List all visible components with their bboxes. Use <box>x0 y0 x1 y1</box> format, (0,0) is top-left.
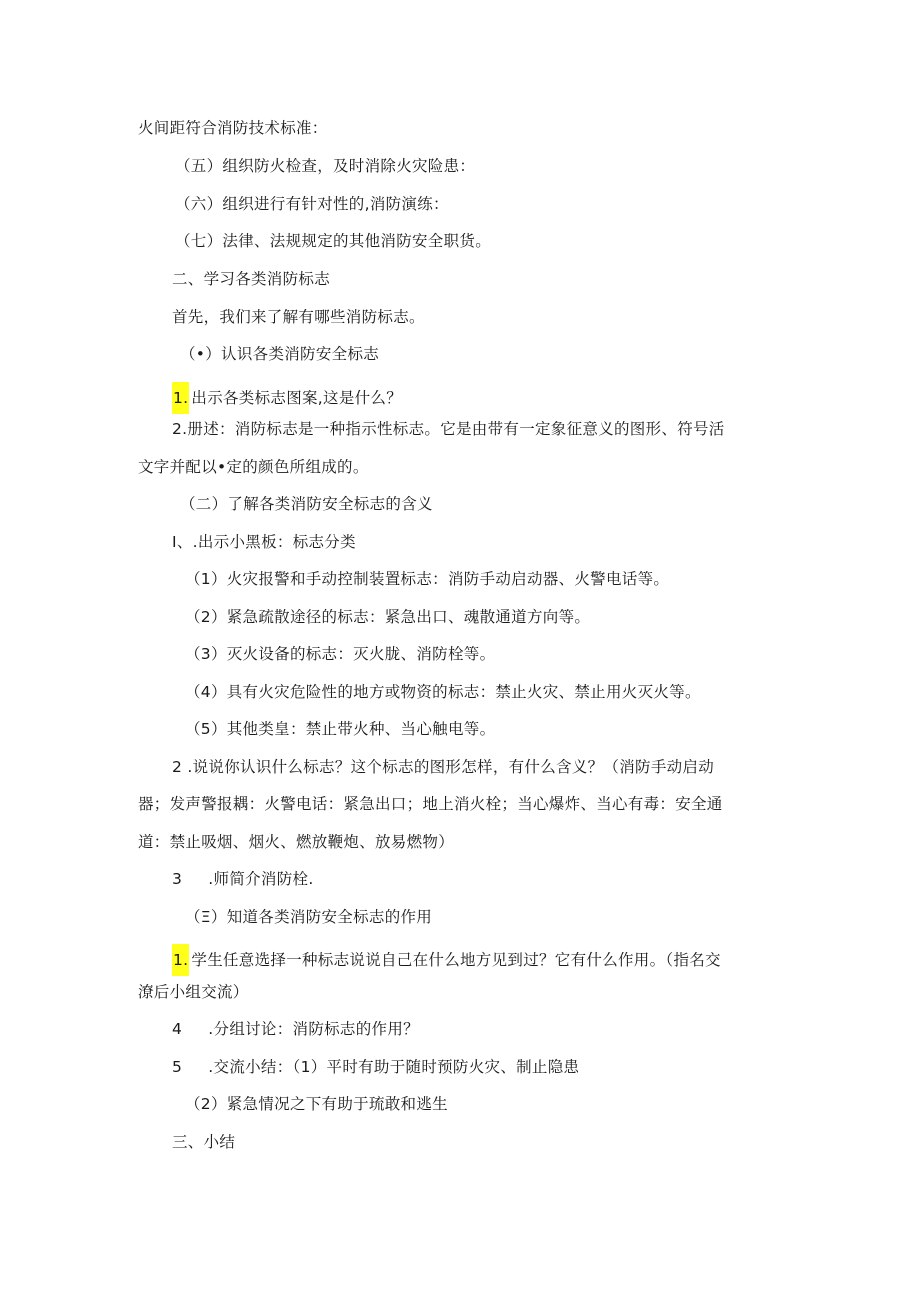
text-line: 4 .分组讨论：消防标志的作用？ <box>172 1020 419 1038</box>
list-item: （4）具有火灾危险性的地方或物资的标志：禁止火灾、禁止用火灭火等。 <box>185 683 701 701</box>
list-item: （5）其他类皇：禁止带火种、当心触电等。 <box>185 720 496 738</box>
text-line: （七）法律、法规规定的其他消防安全职货。 <box>175 232 492 250</box>
section-heading: 三、小结 <box>172 1133 236 1151</box>
text-line: 3 .师简介消防栓. <box>172 870 314 888</box>
text-line: 2.册述：消防标志是一种指示性标志。它是由带有一定象征意义的图形、符号活 <box>172 420 725 438</box>
text-line: I、.出示小黑板：标志分类 <box>172 533 356 551</box>
subsection-heading: （Ξ）知道各类消防安全标志的作用 <box>185 908 433 926</box>
text-line: 潦后小组交流） <box>138 983 249 1001</box>
text-line: 1. 学生任意选择一种标志说说自己在什么地方见到过？它有什么作用。（指名交 <box>172 944 721 976</box>
text-line: （六）组织进行有针对性的,消防演练： <box>175 195 449 213</box>
list-item: （3）灭火设备的标志：灭火胧、消防栓等。 <box>185 645 496 663</box>
text-line: 器；发声警报耦：火警电话：紧急出口；地上消火栓；当心爆炸、当心有毒：安全通 <box>138 795 723 813</box>
subsection-heading: （•）认识各类消防安全标志 <box>180 345 380 363</box>
text-line: 道：禁止吸烟、烟火、燃放鞭炮、放易燃物） <box>138 833 455 851</box>
list-item: （2）紧急疏散途径的标志：紧急出口、魂散通道方向等。 <box>185 608 591 626</box>
section-heading: 二、学习各类消防标志 <box>172 270 331 288</box>
text-line: 5 .交流小结：（1）平时有助于随时预防火灾、制止隐患 <box>172 1058 580 1076</box>
text-line: 1. 出示各类标志图案,这是什么？ <box>172 382 402 414</box>
highlighted-number: 1. <box>172 944 189 976</box>
text-line: 2 .说说你认识什么标志？这个标志的图形怎样，有什么含义？（消防手动启动 <box>172 758 715 776</box>
list-item: （1）火灾报警和手动控制装置标志：消防手动启动器、火警电话等。 <box>185 570 670 588</box>
text-line: 首先，我们来了解有哪些消防标志。 <box>172 308 425 326</box>
subsection-heading: （二）了解各类消防安全标志的含义 <box>180 495 433 513</box>
highlighted-number: 1. <box>172 382 189 414</box>
text-line: （2）紧急情况之下有助于琉敢和逃生 <box>185 1095 448 1113</box>
text-line: 火间距符合消防技术标准： <box>138 119 328 137</box>
text-line: （五）组织防火检查，及时消除火灾险患： <box>175 157 476 175</box>
text-line: 文字并配以•定的颜色所组成的。 <box>138 458 369 476</box>
